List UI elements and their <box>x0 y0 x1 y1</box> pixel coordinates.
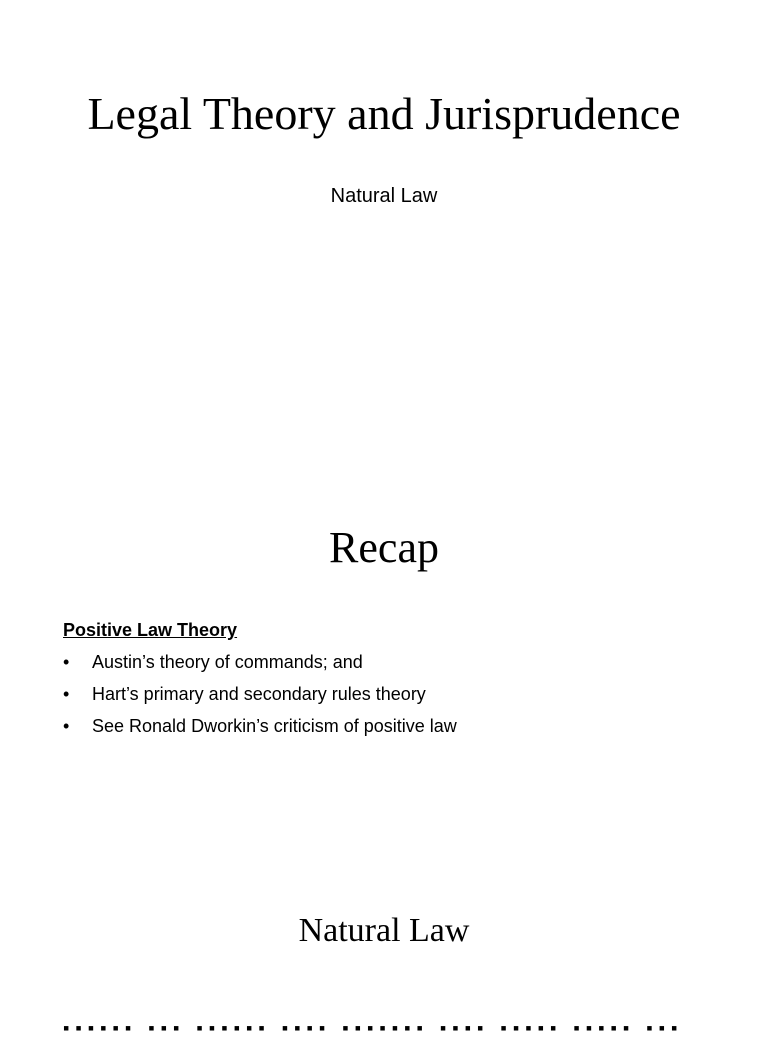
bullet-icon: • <box>63 716 70 736</box>
list-item <box>63 646 743 678</box>
slide-subtitle: Natural Law <box>330 185 438 207</box>
cutoff-text-fragment: ▪▪▪▪▪▪ ▪▪▪ ▪▪▪▪▪▪ ▪▪▪▪ ▪▪▪▪▪▪▪ ▪▪▪▪ ▪▪▪▪▪ ▪▪▪▪▪ ▪▪▪ <box>63 1018 684 1038</box>
bullet-icon: • <box>63 652 70 672</box>
cutoff-body-text <box>63 1014 743 1038</box>
slide-natural-law <box>0 864 768 1038</box>
bullet-icon: • <box>63 684 70 704</box>
section-heading-positive-law: Positive Law Theory <box>63 620 238 640</box>
list-item-text: Austin’s theory of commands; and <box>92 652 363 672</box>
slide-title <box>0 0 768 432</box>
bullet-list <box>63 646 743 742</box>
slide-title-heading: Legal Theory and Jurisprudence <box>87 88 681 139</box>
list-item <box>63 678 743 710</box>
recap-content <box>63 614 743 742</box>
recap-heading: Recap <box>329 523 439 572</box>
list-item-text: Hart’s primary and secondary rules theory <box>92 684 426 704</box>
slide-recap <box>0 432 768 864</box>
list-item <box>63 710 743 742</box>
natural-law-heading: Natural Law <box>298 912 470 949</box>
list-item-text: See Ronald Dworkin’s criticism of positive law <box>92 716 457 736</box>
